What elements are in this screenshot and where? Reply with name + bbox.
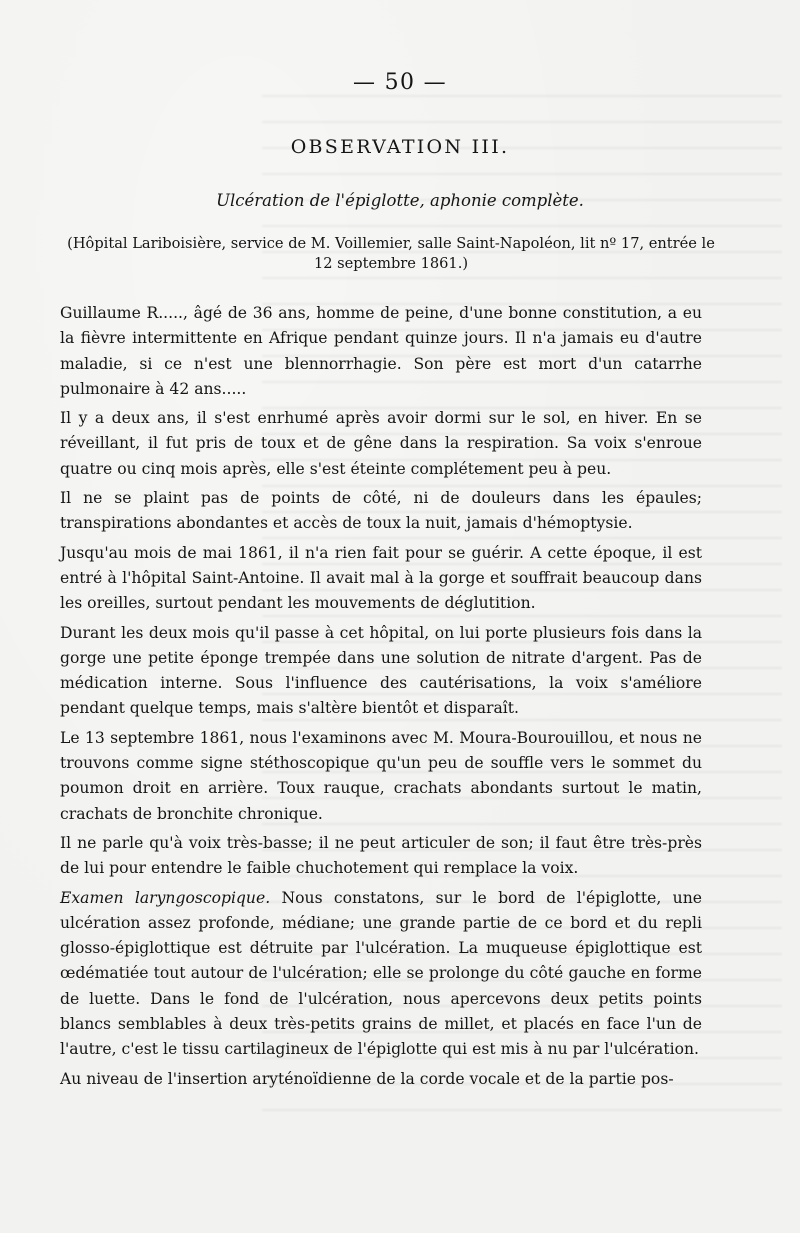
laryngoscopy-text: Nous constatons, sur le bord de l'épiglotte, une ulcération assez profonde, médiane; une grande partie de ce bord et du repli glosso-épiglottique est détruite par l'ulcération. La muqueuse épiglottique est œdématiée tout autour de l'ulcération; elle se prolonge du côté gauche en forme de luette. Dans le fond de l'ulcération, nous apercevons deux petits points blancs semblables à deux très-petits grains de millet, et placés en face l'un de l'autre, c'est le tissu cartilagineux de l'épiglotte qui est mis à nu par l'ulcération. [60,888,702,1059]
paragraph-last-line: Au niveau de l'insertion aryténoïdienne de la corde vocale et de la partie pos- [60,1069,674,1088]
page-number: — 50 — [353,70,447,95]
body-text [60,301,702,1096]
observation-title: OBSERVATION III. [290,136,510,158]
paragraph-laryngoscopy [60,886,702,1063]
paragraph-cauterization: Durant les deux mois qu'il passe à cet hôpital, on lui porte plusieurs fois dans la gorge une petite éponge trempée dans une solution de nitrate d'argent. Pas de médication interne. Sous l'influence des cautérisations, la voix s'améliore pendant quelque temps, mais s'altère bientôt et disparaît. [60,623,702,718]
paragraph-prior-treatment: Jusqu'au mois de mai 1861, il n'a rien fait pour se guérir. A cette époque, il est entré à l'hôpital Saint-Antoine. Il avait mal à la gorge et souffrait beaucoup dans les oreilles, surtout pendant les mouvements de déglutition. [60,543,702,613]
hospital-note: (Hôpital Lariboisière, service de M. Voillemier, salle Saint-Napoléon, lit nº 17, entrée le 12 septembre 1861.) [67,235,715,272]
case-subtitle: Ulcération de l'épiglotte, aphonie complète. [216,191,584,210]
paragraph-symptoms: Il ne se plaint pas de points de côté, ni de douleurs dans les épaules; transpirations abondantes et accès de toux la nuit, jamais d'hémoptysie. [60,489,702,533]
laryngoscopy-label: Examen laryngoscopique. [60,888,271,907]
paragraph-onset: Il y a deux ans, il s'est enrhumé après avoir dormi sur le sol, en hiver. En se réveillant, il fut pris de toux et de gêne dans la respiration. Sa voix s'enroue quatre ou cinq mois après, elle s'est éteinte complétement peu à peu. [60,409,702,478]
paragraph-history: Guillaume R....., âgé de 36 ans, homme de peine, d'une bonne constitution, a eu la fièvre intermittente en Afrique pendant quinze jours. Il n'a jamais eu d'autre maladie, si ce n'est une blennorrhagie. Son père est mort d'un catarrhe pulmonaire à 42 ans..... [60,304,702,398]
paragraph-voice: Il ne parle qu'à voix très-basse; il ne peut articuler de son; il faut être très-près de lui pour entendre le faible chuchotement qui remplace la voix. [60,833,702,878]
paragraph-examination: Le 13 septembre 1861, nous l'examinons avec M. Moura-Bourouillou, et nous ne trouvons comme signe stéthoscopique qu'un peu de souffle vers le sommet du poumon droit en arrière. Toux rauque, crachats abondants surtout le matin, crachats de bronchite chronique. [60,728,702,823]
